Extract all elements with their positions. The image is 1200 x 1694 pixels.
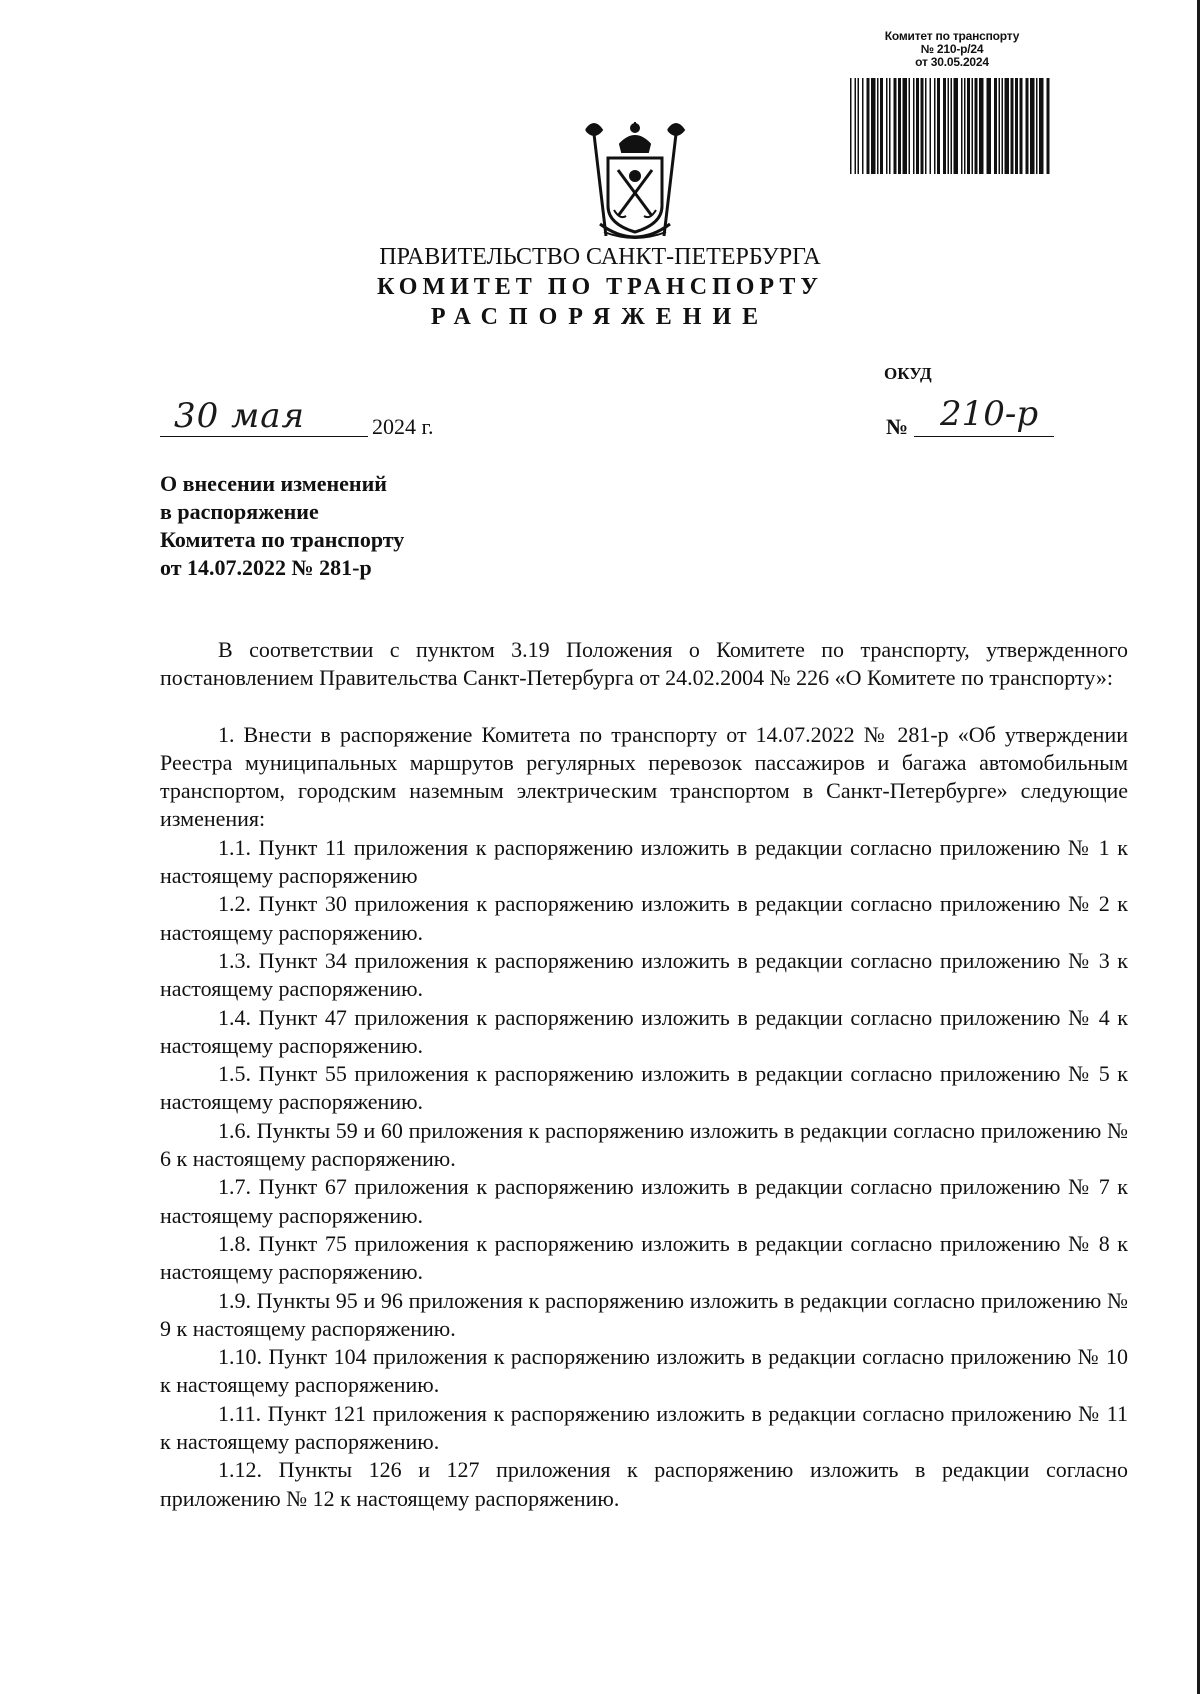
barcode-bar — [1020, 78, 1023, 174]
number-underline — [914, 436, 1054, 437]
barcode-bar — [903, 78, 908, 174]
barcode-bar — [937, 78, 940, 174]
barcode-bar — [1030, 78, 1035, 174]
barcode-bar — [1039, 78, 1044, 174]
date-number-row — [160, 394, 1060, 448]
document-body — [160, 636, 1128, 1513]
subitem-1-2: 1.2. Пункт 30 приложения к распоряжению изложить в редакции согласно приложению № 2 к настоящему распоряжению. — [160, 891, 1128, 945]
barcode-bar — [867, 78, 870, 174]
barcode-bar — [948, 78, 950, 174]
barcode-bar — [858, 78, 860, 174]
barcode-bar — [1047, 78, 1050, 174]
subject-line-1: О внесении изменений — [160, 471, 387, 496]
barcode-bar — [921, 78, 924, 174]
barcode-bar — [994, 78, 997, 174]
stamp-line-2: № 210-р/24 — [920, 42, 984, 56]
okud-label: ОКУД — [884, 364, 932, 383]
barcode-bar — [1002, 78, 1004, 174]
barcode-bar — [1026, 78, 1029, 174]
subitem-1-1: 1.1. Пункт 11 приложения к распоряжению изложить в редакции согласно приложению № 1 к настоящему распоряжению — [160, 834, 1128, 889]
barcode-bar — [999, 78, 1001, 174]
barcode-bar — [934, 78, 936, 174]
barcode-bar — [967, 78, 970, 174]
barcode-bar — [925, 78, 927, 174]
subitem-1-8: 1.8. Пункт 75 приложения к распоряжению изложить в редакции согласно приложению № 8 к настоящему распоряжению. — [160, 1230, 1128, 1285]
subject-line-2: в распоряжение — [160, 499, 319, 524]
barcode-bar — [943, 78, 946, 174]
barcode-bar — [889, 78, 891, 174]
barcode-bar — [1005, 78, 1010, 174]
barcode-bar — [850, 78, 852, 174]
registration-stamp — [852, 30, 1052, 69]
date-underline — [160, 436, 368, 437]
barcode-bar — [916, 78, 919, 174]
subitem-1-6: 1.6. Пункты 59 и 60 приложения к распоряжению изложить в редакции согласно приложению № 6 к настоящему распоряжению. — [160, 1117, 1128, 1172]
barcode-bar — [972, 78, 974, 174]
subject-line-4: от 14.07.2022 № 281-р — [160, 555, 372, 580]
barcode-bar — [987, 78, 992, 174]
barcode-bar — [880, 78, 883, 174]
stamp-line-3: от 30.05.2024 — [915, 55, 989, 69]
barcode-bar — [855, 78, 857, 174]
preamble-paragraph: В соответствии с пунктом 3.19 Положения о Комитете по транспорту, утвержденного постановлением Правительства Санкт-Петербурга от 24.02.2004 № 226 «О Комитете по транспорту»: — [160, 637, 1128, 691]
barcode-bar — [930, 78, 932, 174]
document-type-title: РАСПОРЯЖЕНИЕ — [430, 304, 770, 330]
subitem-1-10: 1.10. Пункт 104 приложения к распоряжению изложить в редакции согласно приложению № 10 к настоящему распоряжению. — [160, 1344, 1128, 1398]
barcode-bar — [979, 78, 984, 174]
barcode-bar — [961, 78, 963, 174]
emblem-icon — [580, 120, 690, 244]
barcode-bar — [954, 78, 959, 174]
barcode-bar — [1011, 78, 1014, 174]
barcode-bar — [877, 78, 879, 174]
barcode-bar — [975, 78, 978, 174]
barcode-bar — [886, 78, 888, 174]
date-year: 2024 г. — [372, 414, 434, 439]
barcode — [848, 78, 1052, 174]
government-title: ПРАВИТЕЛЬСТВО САНКТ-ПЕТЕРБУРГА — [379, 244, 821, 270]
barcode-bar — [871, 78, 876, 174]
subitem-1-11: 1.11. Пункт 121 приложения к распоряжению изложить в редакции согласно приложению № 11 к настоящему распоряжению. — [160, 1400, 1128, 1455]
barcode-bar — [951, 78, 953, 174]
subject-line-3: Комитета по транспорту — [160, 527, 405, 552]
barcode-bar — [1036, 78, 1038, 174]
barcode-bar — [1015, 78, 1018, 174]
subitem-1-5: 1.5. Пункт 55 приложения к распоряжению изложить в редакции согласно приложению № 5 к настоящему распоряжению. — [160, 1061, 1128, 1115]
document-subject — [160, 470, 404, 582]
stamp-line-1: Комитет по транспорту — [884, 29, 1020, 43]
barcode-bar — [898, 78, 901, 174]
handwritten-date: 30 мая — [174, 396, 306, 436]
barcode-bar — [862, 78, 864, 174]
subitem-1-3: 1.3. Пункт 34 приложения к распоряжению изложить в редакции согласно приложению № 3 к настоящему распоряжению. — [160, 947, 1128, 1002]
number-sign: № — [886, 414, 909, 439]
subitem-1-12: 1.12. Пункты 126 и 127 приложения к распоряжению изложить в редакции согласно приложению № 12 к настоящему распоряжению. — [160, 1457, 1128, 1511]
barcode-bar — [894, 78, 897, 174]
subitem-1-9: 1.9. Пункты 95 и 96 приложения к распоряжению изложить в редакции согласно приложению № 9 к настоящему распоряжению. — [160, 1287, 1128, 1341]
document-header — [300, 242, 900, 332]
item-1-paragraph: 1. Внести в распоряжение Комитета по транспорту от 14.07.2022 № 281-р «Об утверждении Реестра муниципальных маршрутов регулярных перевозок пассажиров и багажа автомобильным транспортом, городским наземным электрическим транспортом в Санкт-Петербурге» следующие изменения: — [160, 721, 1128, 832]
barcode-bar — [909, 78, 911, 174]
subitem-1-7: 1.7. Пункт 67 приложения к распоряжению изложить в редакции согласно приложению № 7 к настоящему распоряжению. — [160, 1174, 1128, 1228]
committee-title: КОМИТЕТ ПО ТРАНСПОРТУ — [377, 274, 823, 300]
handwritten-number: 210-р — [940, 394, 1039, 434]
subitem-1-4: 1.4. Пункт 47 приложения к распоряжению изложить в редакции согласно приложению № 4 к настоящему распоряжению. — [160, 1004, 1128, 1058]
barcode-bar — [913, 78, 915, 174]
barcode-bar — [964, 78, 966, 174]
paragraph-gap — [160, 693, 1128, 721]
